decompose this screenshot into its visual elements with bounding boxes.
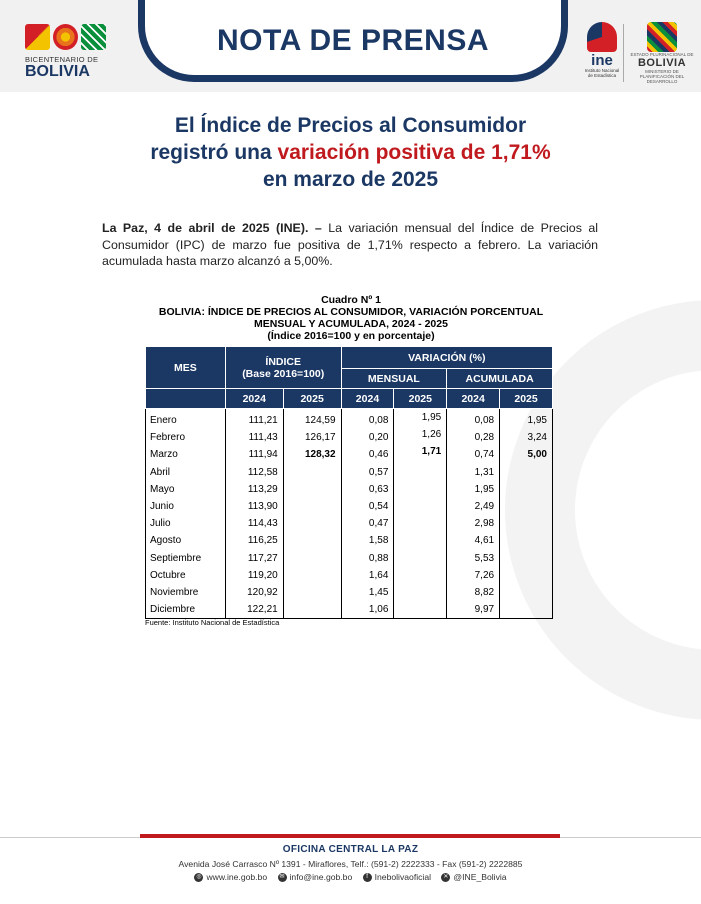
header-year-acumulada-2024: 2024: [447, 389, 500, 409]
cell-i25: [283, 464, 341, 481]
cell-a25: 5,00: [500, 446, 553, 463]
cell-m25: 1,95: [394, 409, 447, 430]
footer-web-text: www.ine.gob.bo: [206, 872, 268, 882]
header-indice-title: ÍNDICE: [265, 355, 301, 368]
ipc-table: [145, 346, 553, 619]
caption-title: BOLIVIA: ÍNDICE DE PRECIOS AL CONSUMIDOR, VARIACIÓN PORCENTUAL: [158, 306, 544, 318]
estado-logo: [628, 22, 696, 84]
cell-m24: 0,47: [341, 515, 394, 532]
header-acumulada: ACUMULADA: [447, 369, 553, 389]
cell-i25: [283, 601, 341, 619]
cell-m24: 0,63: [341, 481, 394, 498]
caption-number: Cuadro Nº 1: [321, 294, 381, 306]
cell-m25: [394, 532, 447, 549]
table-source: Fuente: Instituto Nacional de Estadística: [145, 618, 280, 627]
table-row: [146, 584, 553, 601]
footer-x-text: @INE_Bolivia: [453, 872, 507, 882]
cell-a24: 8,82: [447, 584, 500, 601]
cell-a25: [500, 532, 553, 549]
cell-a24: 5,53: [447, 550, 500, 567]
footer-email-text: info@ine.gob.bo: [289, 872, 353, 882]
bicentenario-emblem-icon: [25, 24, 107, 52]
headline-line2: [50, 139, 651, 166]
cell-mes: Noviembre: [146, 584, 226, 601]
cell-i24: 111,43: [225, 429, 283, 446]
table-row: [146, 429, 553, 446]
cell-mes: Febrero: [146, 429, 226, 446]
cell-mes: Marzo: [146, 446, 226, 463]
intro-lead: La Paz, 4 de abril de 2025 (INE). –: [102, 221, 322, 235]
globe-icon: ◎: [196, 874, 202, 881]
cell-mes: Octubre: [146, 567, 226, 584]
cell-a24: 0,74: [447, 446, 500, 463]
headline: [50, 112, 651, 193]
table-row: [146, 498, 553, 515]
cell-mes: Mayo: [146, 481, 226, 498]
cell-a25: 1,95: [500, 409, 553, 430]
cell-a24: 4,61: [447, 532, 500, 549]
ine-logo: [580, 22, 624, 78]
table-row: [146, 481, 553, 498]
cell-mes: Julio: [146, 515, 226, 532]
ine-name: ine: [591, 52, 613, 69]
email-icon: ✉: [279, 874, 285, 881]
footer-address: Avenida José Carrasco Nº 1391 - Miraflores, Telf.: (591-2) 2222333 - Fax (591-2) 2222885: [178, 859, 523, 869]
estado-line1: ESTADO PLURINACIONAL DE: [630, 52, 694, 57]
cell-m24: 0,88: [341, 550, 394, 567]
cell-i25: [283, 567, 341, 584]
facebook-icon: f: [363, 873, 372, 882]
cell-m24: 0,08: [341, 409, 394, 430]
cell-m25: 1,26: [394, 429, 447, 446]
header-year-acumulada-2025: 2025: [500, 389, 553, 409]
cell-i25: 124,59: [283, 409, 341, 430]
table-row: [146, 532, 553, 549]
footer-accent-line: [140, 834, 560, 838]
cell-i24: 113,29: [225, 481, 283, 498]
logo-divider: [623, 24, 624, 82]
estado-line2: MINISTERIO DE: [645, 69, 679, 74]
cell-a25: [500, 481, 553, 498]
cell-m25: [394, 481, 447, 498]
cell-i24: 114,43: [225, 515, 283, 532]
cell-i24: 119,20: [225, 567, 283, 584]
cell-a25: [500, 498, 553, 515]
cell-m25: 1,71: [394, 446, 447, 463]
cell-i24: 111,21: [225, 409, 283, 430]
cell-a24: 1,31: [447, 464, 500, 481]
cell-i24: 111,94: [225, 446, 283, 463]
cell-a24: 9,97: [447, 601, 500, 619]
cell-i24: 112,58: [225, 464, 283, 481]
cell-a24: 0,08: [447, 409, 500, 430]
header-indice-base: (Base 2016=100): [242, 367, 325, 380]
cell-mes: Septiembre: [146, 550, 226, 567]
cell-a24: 1,95: [447, 481, 500, 498]
ine-sub1: Instituto Nacional: [584, 68, 620, 73]
footer-web[interactable]: [194, 872, 267, 882]
table-row: [146, 409, 553, 430]
x-icon: ✕: [443, 874, 449, 881]
cell-a24: 7,26: [447, 567, 500, 584]
ine-house-icon: [587, 22, 617, 52]
cell-mes: Agosto: [146, 532, 226, 549]
cell-mes: Enero: [146, 409, 226, 430]
header-mensual: MENSUAL: [341, 369, 447, 389]
headline-highlight: variación positiva de 1,71%: [277, 141, 551, 164]
footer-facebook[interactable]: [363, 872, 431, 882]
cell-a25: [500, 567, 553, 584]
cell-a25: [500, 550, 553, 567]
headline-line1: El Índice de Precios al Consumidor: [174, 114, 527, 137]
cell-m25: [394, 550, 447, 567]
caption-units: (Índice 2016=100 y en porcentaje): [267, 330, 435, 342]
header-mes: MES: [146, 347, 226, 389]
cell-i24: 122,21: [225, 601, 283, 619]
cell-mes: Abril: [146, 464, 226, 481]
cell-m24: 1,06: [341, 601, 394, 619]
estado-line3: PLANIFICACIÓN DEL DESARROLLO: [639, 74, 685, 84]
cell-a25: [500, 515, 553, 532]
cell-i25: 126,17: [283, 429, 341, 446]
cell-a25: [500, 601, 553, 619]
ine-sub2: de Estadística: [587, 73, 617, 78]
caption-subtitle: MENSUAL Y ACUMULADA, 2024 - 2025: [254, 318, 448, 330]
header-year-mensual-2024: 2024: [341, 389, 394, 409]
table-row: [146, 515, 553, 532]
table-row: [146, 446, 553, 463]
banner-title: NOTA DE PRENSA: [216, 24, 490, 57]
header-year-mensual-2025: 2025: [394, 389, 447, 409]
wiphala-seal-icon: [647, 22, 677, 52]
cell-i25: [283, 584, 341, 601]
table-row: [146, 464, 553, 481]
footer-office: OFICINA CENTRAL LA PAZ: [282, 844, 419, 855]
intro-body: La variación mensual del Índice de Precios al Consumidor (IPC) de marzo fue positiva de 1,71% respecto a febrero. La variación acumulada hasta marzo alcanzó a 5,00%.: [102, 221, 598, 268]
cell-a25: 3,24: [500, 429, 553, 446]
cell-m25: [394, 464, 447, 481]
table-row: [146, 567, 553, 584]
cell-i25: 128,32: [283, 446, 341, 463]
cell-i25: [283, 481, 341, 498]
footer-contacts: [0, 872, 701, 882]
cell-i25: [283, 532, 341, 549]
intro-paragraph: [102, 220, 598, 270]
cell-m25: [394, 601, 447, 619]
bicentenario-logo: [25, 24, 107, 80]
table-row: [146, 550, 553, 567]
header-year-indice-2024: 2024: [225, 389, 283, 409]
cell-i24: 120,92: [225, 584, 283, 601]
cell-m24: 1,64: [341, 567, 394, 584]
cell-m24: 0,54: [341, 498, 394, 515]
cell-m24: 1,45: [341, 584, 394, 601]
cell-i25: [283, 515, 341, 532]
cell-a24: 0,28: [447, 429, 500, 446]
cell-a25: [500, 584, 553, 601]
footer-x[interactable]: [441, 872, 506, 882]
estado-main: BOLIVIA: [637, 57, 687, 69]
cell-m25: [394, 515, 447, 532]
header-variacion: VARIACIÓN (%): [341, 347, 552, 369]
headline-line3: en marzo de 2025: [262, 168, 439, 191]
cell-i25: [283, 550, 341, 567]
footer-facebook-text: Inebolivaoficial: [374, 872, 432, 882]
cell-m25: [394, 567, 447, 584]
cell-mes: Junio: [146, 498, 226, 515]
cell-i24: 116,25: [225, 532, 283, 549]
header-year-indice-2025: 2025: [283, 389, 341, 409]
cell-i25: [283, 498, 341, 515]
cell-m24: 0,20: [341, 429, 394, 446]
footer-email[interactable]: [278, 872, 353, 882]
cell-m25: [394, 584, 447, 601]
bicentenario-main: BOLIVIA: [25, 63, 90, 80]
header-spacer: [146, 389, 226, 409]
cell-a24: 2,98: [447, 515, 500, 532]
bicentenario-sub: BICENTENARIO DE: [25, 55, 99, 64]
table-caption: [140, 294, 562, 342]
header-indice: [225, 347, 341, 389]
cell-m25: [394, 498, 447, 515]
headline-line2-pre: registró una: [150, 141, 278, 164]
cell-i24: 113,90: [225, 498, 283, 515]
cell-i24: 117,27: [225, 550, 283, 567]
cell-a24: 2,49: [447, 498, 500, 515]
table-row: [146, 601, 553, 619]
cell-m24: 1,58: [341, 532, 394, 549]
cell-m24: 0,57: [341, 464, 394, 481]
cell-mes: Diciembre: [146, 601, 226, 619]
cell-a25: [500, 464, 553, 481]
cell-m24: 0,46: [341, 446, 394, 463]
